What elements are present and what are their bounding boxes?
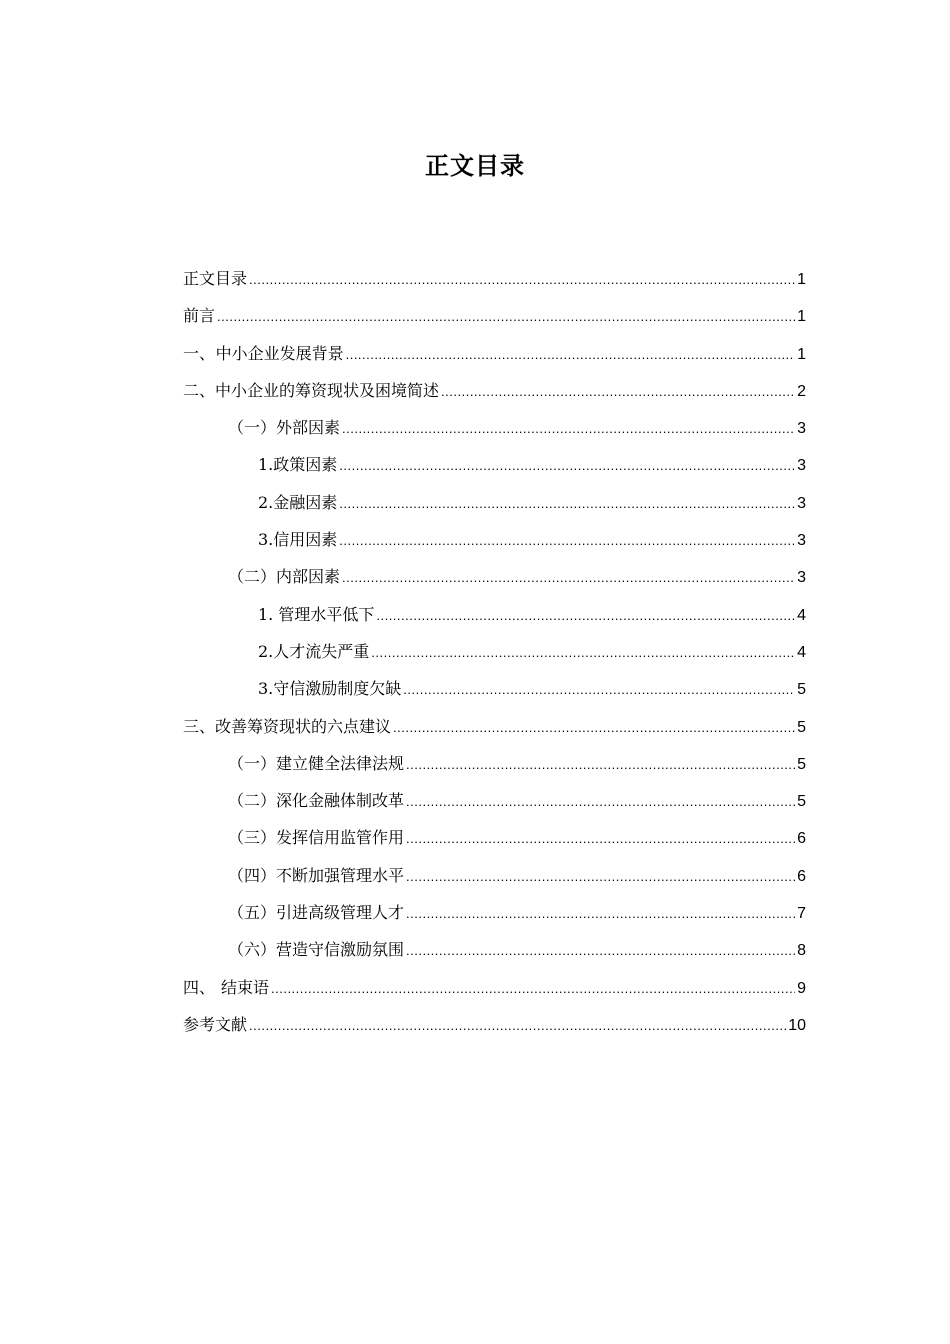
- toc-entry-page-number: 5: [797, 755, 806, 773]
- toc-dot-leader: [249, 1018, 786, 1033]
- toc-dot-leader: [406, 943, 795, 958]
- toc-dot-leader: [406, 869, 795, 884]
- toc-entry[interactable]: [183, 714, 806, 751]
- toc-entry-page-number: 1: [797, 271, 806, 288]
- toc-dot-leader: [217, 309, 795, 324]
- toc-dot-leader: [441, 384, 795, 399]
- toc-entry-label: （四）不断加强管理水平: [228, 865, 405, 885]
- toc-dot-leader: [339, 533, 795, 548]
- toc-entry[interactable]: [183, 788, 806, 825]
- toc-entry-label: （二）内部因素: [228, 567, 341, 587]
- toc-entry-number: 一、: [183, 343, 216, 363]
- toc-dot-leader: [406, 794, 795, 809]
- toc-entry[interactable]: [183, 266, 806, 303]
- toc-entry[interactable]: [183, 937, 806, 974]
- toc-entry-label: （三）发挥信用监管作用: [228, 828, 405, 848]
- toc-entry[interactable]: [183, 341, 806, 378]
- toc-entry-page-number: 5: [797, 793, 806, 811]
- toc-entry-label: 1.政策因素: [258, 455, 338, 475]
- toc-entry-page-number: 1: [797, 308, 806, 326]
- toc-dot-leader: [342, 570, 795, 585]
- toc-entry-page-number: 5: [797, 718, 806, 736]
- toc-entry-number: 二、: [183, 380, 216, 400]
- toc-entry-page-number: 7: [797, 905, 806, 923]
- toc-entry[interactable]: [183, 825, 806, 862]
- toc-entry-number: 四、: [183, 977, 216, 997]
- toc-dot-leader: [339, 458, 795, 473]
- toc-entry-label: （一）建立健全法律法规: [228, 753, 405, 773]
- toc-entry-label: 2.金融因素: [258, 492, 338, 512]
- toc-entry-label: 参考文献: [183, 1014, 248, 1034]
- toc-entry[interactable]: [183, 527, 806, 564]
- toc-dot-leader: [271, 981, 795, 996]
- toc-dot-leader: [406, 757, 795, 772]
- toc-dot-leader: [249, 272, 795, 287]
- page-title: 正文目录: [425, 152, 525, 180]
- toc-entry-number: 三、: [183, 716, 216, 736]
- toc-entry-label: 正文目录: [183, 269, 248, 288]
- toc-entry-page-number: 4: [797, 643, 806, 661]
- toc-entry-page-number: 3: [797, 532, 806, 550]
- toc-entry-page-number: 9: [797, 979, 806, 997]
- toc-entry-label: 中小企业发展背景: [215, 343, 344, 363]
- toc-entry[interactable]: [183, 975, 806, 1012]
- toc-dot-leader: [339, 496, 795, 511]
- toc-entry-page-number: 8: [797, 942, 806, 960]
- toc-entry-label: （六）营造守信激励氛围: [228, 940, 405, 960]
- toc-dot-leader: [406, 906, 795, 921]
- toc-entry[interactable]: [183, 900, 806, 937]
- toc-entry-label: 中小企业的筹资现状及困境简述: [215, 380, 440, 400]
- toc-entry[interactable]: [183, 676, 806, 713]
- toc-entry-page-number: 3: [797, 420, 806, 438]
- toc-dot-leader: [376, 608, 795, 623]
- toc-entry-page-number: 10: [788, 1016, 806, 1034]
- toc-entry-label: 前言: [183, 306, 216, 326]
- toc-entry[interactable]: [183, 751, 806, 788]
- toc-dot-leader: [342, 421, 795, 436]
- toc-entry[interactable]: [183, 378, 806, 415]
- toc-entry-label: （五）引进高级管理人才: [228, 903, 405, 923]
- toc-entry-page-number: 1: [797, 345, 806, 363]
- toc-entry-page-number: 2: [797, 382, 806, 400]
- toc-entry[interactable]: [183, 1012, 806, 1049]
- toc-entry-label: 3.信用因素: [258, 530, 338, 550]
- toc-entry-label: 改善筹资现状的六点建议: [215, 716, 392, 736]
- toc-entry-page-number: 3: [797, 569, 806, 587]
- toc-entry[interactable]: [183, 863, 806, 900]
- toc-dot-leader: [403, 682, 795, 697]
- table-of-contents: [183, 266, 806, 1049]
- toc-entry-label: 1. 管理水平低下: [258, 604, 375, 624]
- toc-entry-label: （一）外部因素: [228, 418, 341, 438]
- toc-entry-label: （二）深化金融体制改革: [228, 791, 405, 811]
- toc-entry-page-number: 6: [797, 830, 806, 848]
- toc-dot-leader: [406, 831, 795, 846]
- toc-entry-label: 3.守信激励制度欠缺: [258, 679, 402, 699]
- toc-entry[interactable]: [183, 415, 806, 452]
- toc-entry-page-number: 6: [797, 867, 806, 885]
- toc-entry-label: 结束语: [220, 977, 269, 997]
- toc-entry[interactable]: [183, 490, 806, 527]
- toc-entry[interactable]: [183, 602, 806, 639]
- toc-dot-leader: [371, 645, 795, 660]
- toc-entry[interactable]: [183, 452, 806, 489]
- toc-entry[interactable]: [183, 303, 806, 340]
- toc-entry[interactable]: [183, 564, 806, 601]
- toc-entry[interactable]: [183, 639, 806, 676]
- toc-entry-page-number: 4: [797, 606, 806, 624]
- toc-entry-page-number: 3: [797, 457, 806, 475]
- toc-entry-label: 2.人才流失严重: [258, 641, 370, 661]
- toc-entry-page-number: 5: [797, 681, 806, 699]
- toc-dot-leader: [393, 720, 795, 735]
- toc-entry-page-number: 3: [797, 494, 806, 512]
- toc-dot-leader: [346, 347, 796, 362]
